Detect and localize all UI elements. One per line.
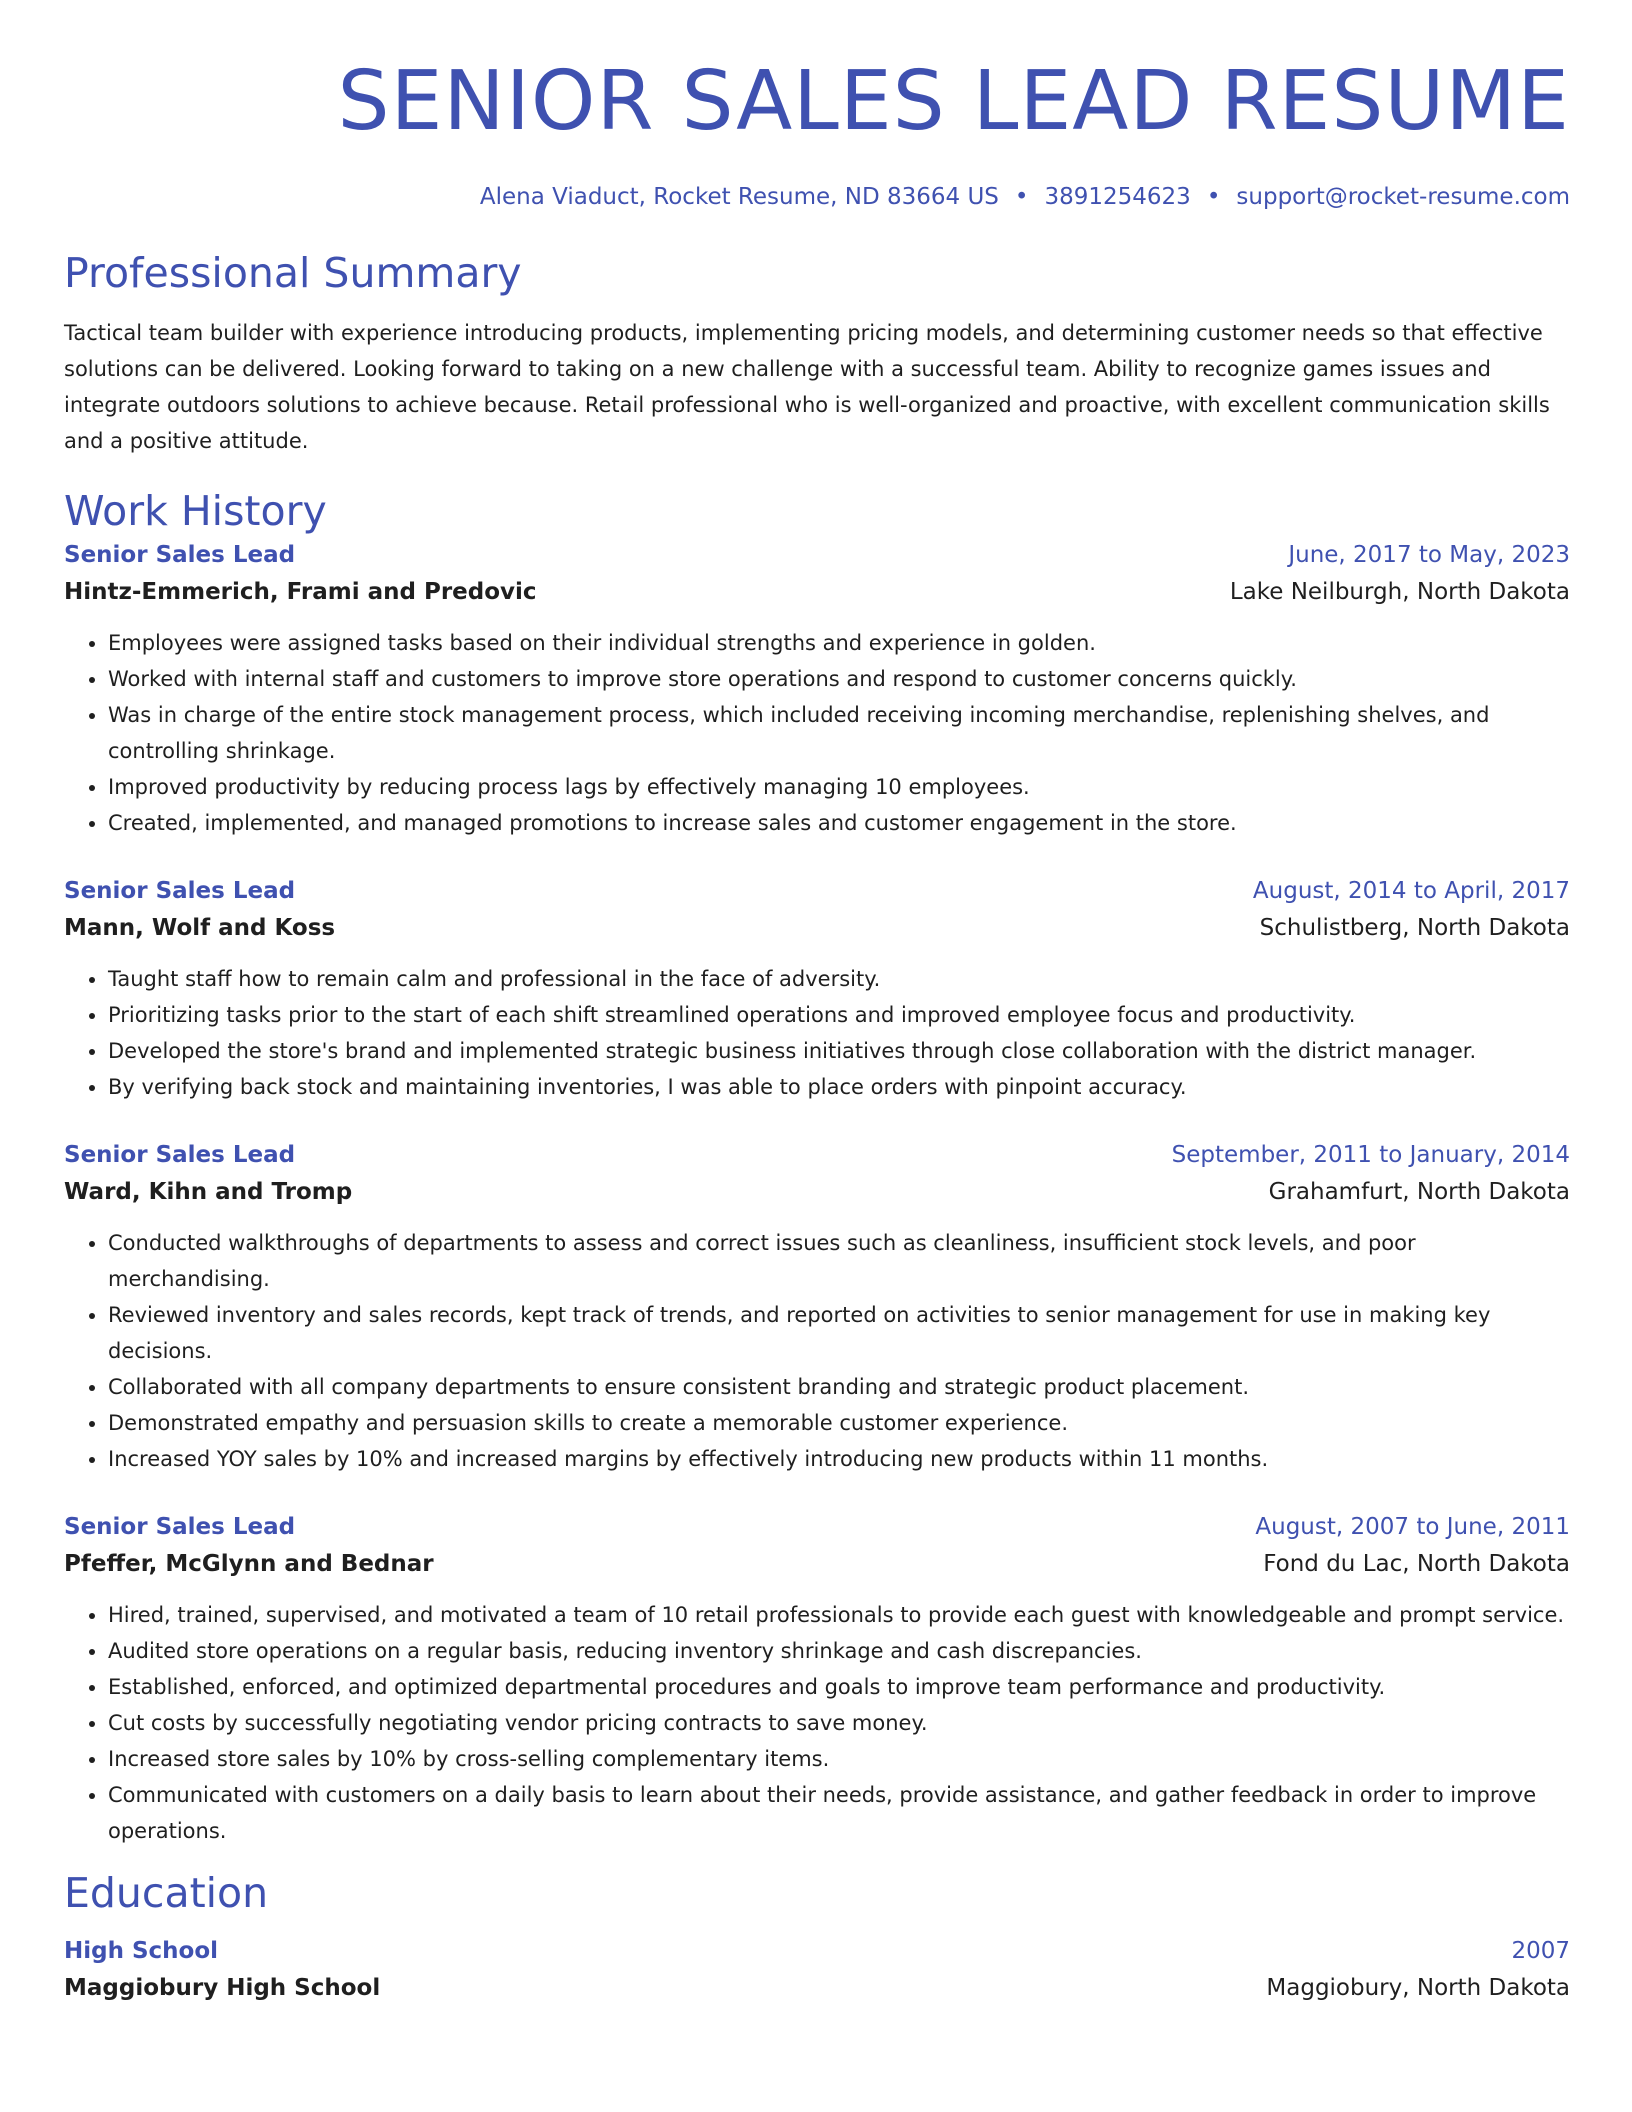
job-dates: August, 2007 to June, 2011 (1255, 1514, 1570, 1540)
education-entry (64, 1933, 1570, 2007)
job-title: Senior Sales Lead (64, 542, 296, 568)
job-bullets (64, 1597, 1570, 1849)
work-history-heading: Work History (64, 487, 327, 535)
bullet-item: • Taught staff how to remain calm and professional in the face of adversity. (108, 961, 1570, 997)
job-dates: August, 2014 to April, 2017 (1252, 878, 1570, 904)
school-location: Maggiobury, North Dakota (1266, 1975, 1570, 2001)
bullet-item: • Conducted walkthroughs of departments to assess and correct issues such as cleanliness, insufficient stock levels, and poor merchandising. (108, 1225, 1570, 1297)
job-location: Grahamfurt, North Dakota (1268, 1179, 1570, 1205)
job-bullets (64, 1225, 1570, 1477)
education-heading: Education (64, 1869, 269, 1917)
job-entry (64, 873, 1570, 1105)
bullet-item: • By verifying back stock and maintaining inventories, I was able to place orders with pinpoint accuracy. (108, 1069, 1570, 1105)
contact-separator: • (1014, 184, 1029, 210)
bullet-item: • Established, enforced, and optimized departmental procedures and goals to improve team performance and productivity. (108, 1669, 1570, 1705)
job-dates: September, 2011 to January, 2014 (1171, 1142, 1570, 1168)
contact-address: Alena Viaduct, Rocket Resume, ND 83664 US (479, 184, 999, 210)
school-name: Maggiobury High School (64, 1975, 381, 2001)
contact-separator: • (1206, 184, 1221, 210)
company-name: Ward, Kihn and Tromp (64, 1179, 353, 1205)
company-name: Hintz-Emmerich, Frami and Predovic (64, 579, 537, 605)
resume-title: SENIOR SALES LEAD RESUME (337, 54, 1570, 149)
company-name: Mann, Wolf and Koss (64, 915, 336, 941)
bullet-item: • Reviewed inventory and sales records, kept track of trends, and reported on activities to senior management for use in making key decisions. (108, 1297, 1570, 1369)
contact-email: support@rocket-resume.com (1236, 184, 1570, 210)
job-entry (64, 1137, 1570, 1477)
bullet-item: • Increased YOY sales by 10% and increased margins by effectively introducing new products within 11 months. (108, 1441, 1570, 1477)
bullet-item: • Worked with internal staff and customers to improve store operations and respond to customer concerns quickly. (108, 661, 1570, 697)
bullet-item: • Increased store sales by 10% by cross-selling complementary items. (108, 1741, 1570, 1777)
job-location: Lake Neilburgh, North Dakota (1229, 579, 1570, 605)
contact-phone: 3891254623 (1044, 184, 1191, 210)
bullet-item: • Employees were assigned tasks based on their individual strengths and experience in golden. (108, 625, 1570, 661)
job-title: Senior Sales Lead (64, 1514, 296, 1540)
job-entry (64, 537, 1570, 841)
education-degree: High School (64, 1938, 219, 1964)
education-year: 2007 (1511, 1938, 1570, 1964)
bullet-item: • Was in charge of the entire stock management process, which included receiving incoming merchandise, replenishing shelves, and controlling shrinkage. (108, 697, 1570, 769)
job-entry (64, 1509, 1570, 1849)
bullet-item: • Hired, trained, supervised, and motivated a team of 10 retail professionals to provide each guest with knowledgeable and prompt service. (108, 1597, 1570, 1633)
job-bullets (64, 625, 1570, 841)
job-bullets (64, 961, 1570, 1105)
job-title: Senior Sales Lead (64, 1142, 296, 1168)
bullet-item: • Prioritizing tasks prior to the start of each shift streamlined operations and improved employee focus and productivity. (108, 997, 1570, 1033)
bullet-item: • Cut costs by successfully negotiating vendor pricing contracts to save money. (108, 1705, 1570, 1741)
job-title: Senior Sales Lead (64, 878, 296, 904)
company-name: Pfeffer, McGlynn and Bednar (64, 1551, 434, 1577)
bullet-item: • Collaborated with all company departments to ensure consistent branding and strategic product placement. (108, 1369, 1570, 1405)
job-location: Fond du Lac, North Dakota (1263, 1551, 1570, 1577)
bullet-item: • Improved productivity by reducing process lags by effectively managing 10 employees. (108, 769, 1570, 805)
bullet-item: • Communicated with customers on a daily basis to learn about their needs, provide assistance, and gather feedback in order to improve operations. (108, 1777, 1570, 1849)
job-location: Schulistberg, North Dakota (1259, 915, 1570, 941)
summary-text: Tactical team builder with experience introducing products, implementing pricing models, and determining customer needs so that effective solutions can be delivered. Looking forward to taking on a new challenge with a successful team. Ability to recognize games issues and integrate outdoors solutions to achieve because. Retail professional who is well-organized and proactive, with excellent communication skills and a positive attitude. (64, 321, 1550, 453)
bullet-item: • Demonstrated empathy and persuasion skills to create a memorable customer experience. (108, 1405, 1570, 1441)
bullet-item: • Created, implemented, and managed promotions to increase sales and customer engagement in the store. (108, 805, 1570, 841)
summary-heading: Professional Summary (64, 249, 522, 297)
bullet-item: • Developed the store's brand and implemented strategic business initiatives through close collaboration with the district manager. (108, 1033, 1570, 1069)
job-dates: June, 2017 to May, 2023 (1288, 542, 1570, 568)
bullet-item: • Audited store operations on a regular basis, reducing inventory shrinkage and cash discrepancies. (108, 1633, 1570, 1669)
contact-line (64, 181, 1570, 213)
